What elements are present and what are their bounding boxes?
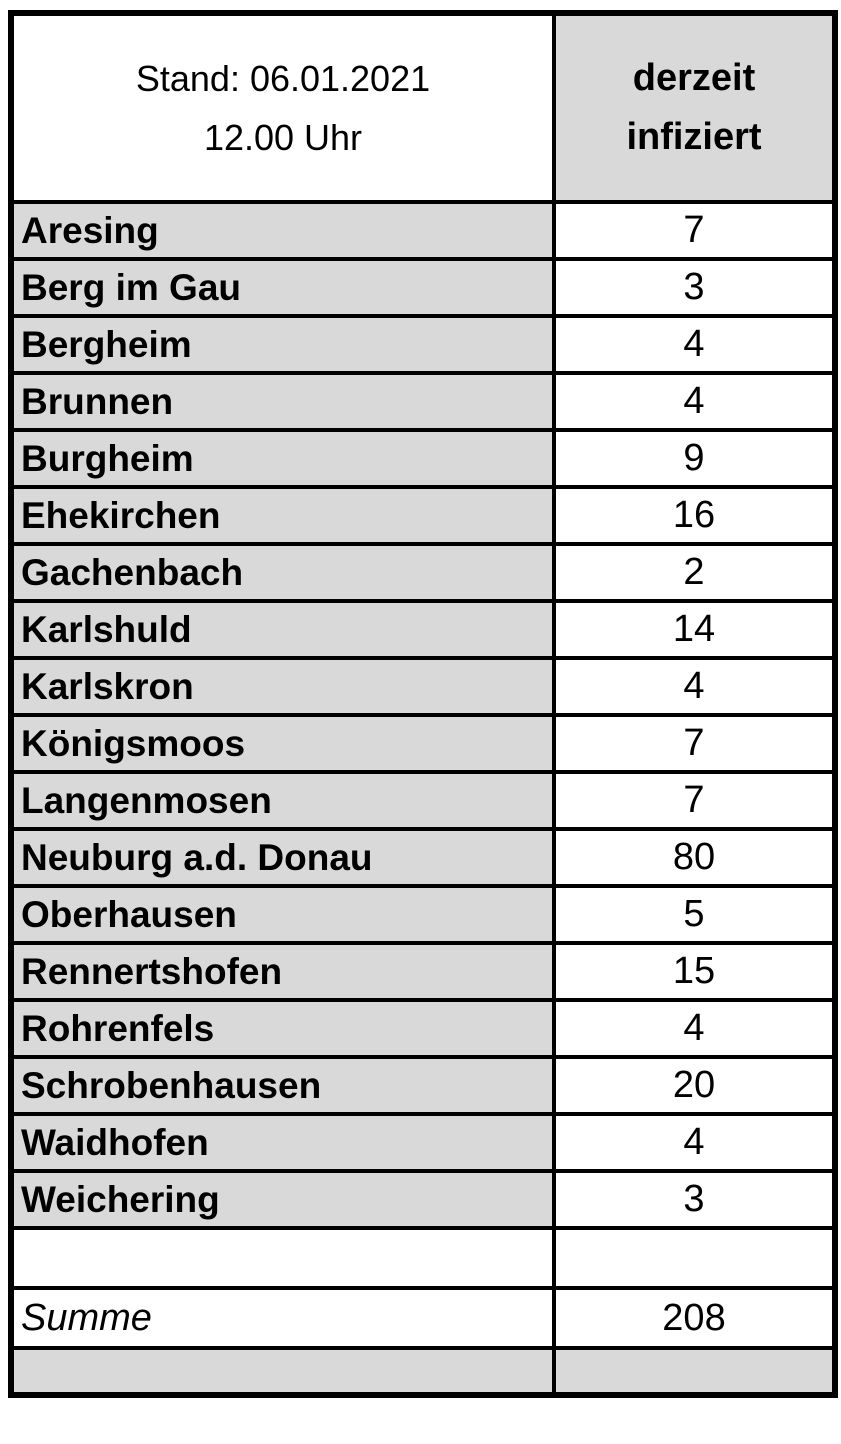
infected-count-cell: 3 (554, 259, 835, 316)
partial-name-cell (11, 1348, 554, 1395)
municipality-cell: Karlskron (11, 658, 554, 715)
infected-count-cell: 14 (554, 601, 835, 658)
municipality-cell: Berg im Gau (11, 259, 554, 316)
municipality-cell: Gachenbach (11, 544, 554, 601)
table-row (11, 1171, 835, 1228)
infected-count-cell: 9 (554, 430, 835, 487)
summary-label-cell: Summe (11, 1288, 554, 1348)
table-row (11, 829, 835, 886)
infected-count-cell: 3 (554, 1171, 835, 1228)
municipality-cell: Königsmoos (11, 715, 554, 772)
table-row (11, 544, 835, 601)
table-row (11, 1114, 835, 1171)
table-row (11, 1000, 835, 1057)
infected-count-cell: 20 (554, 1057, 835, 1114)
infected-count-cell: 7 (554, 202, 835, 259)
municipality-cell: Langenmosen (11, 772, 554, 829)
empty-name-cell (11, 1228, 554, 1288)
clipped-partial-row (11, 1348, 835, 1395)
infected-count-cell: 4 (554, 658, 835, 715)
municipality-cell: Weichering (11, 1171, 554, 1228)
infected-count-cell: 16 (554, 487, 835, 544)
infected-count-cell: 4 (554, 1114, 835, 1171)
table-header-row (11, 13, 835, 202)
header-infected-cell (554, 13, 835, 202)
municipality-cell: Bergheim (11, 316, 554, 373)
header-stand-cell (11, 13, 554, 202)
table-row (11, 202, 835, 259)
infected-count-cell: 7 (554, 772, 835, 829)
municipality-cell: Rennertshofen (11, 943, 554, 1000)
summary-row (11, 1288, 835, 1348)
infected-count-cell: 4 (554, 1000, 835, 1057)
empty-spacer-row (11, 1228, 835, 1288)
table-row (11, 259, 835, 316)
municipality-cell: Rohrenfels (11, 1000, 554, 1057)
municipality-cell: Aresing (11, 202, 554, 259)
infected-count-cell: 7 (554, 715, 835, 772)
municipality-cell: Schrobenhausen (11, 1057, 554, 1114)
table-row (11, 1057, 835, 1114)
infected-count-cell: 4 (554, 316, 835, 373)
municipality-cell: Burgheim (11, 430, 554, 487)
infected-header-line2: infiziert (626, 116, 762, 158)
stand-time-line: 12.00 Uhr (203, 117, 363, 158)
partial-value-cell (554, 1348, 835, 1395)
stand-date-line: Stand: 06.01.2021 (135, 57, 431, 99)
table-row (11, 886, 835, 943)
table-row (11, 373, 835, 430)
municipality-cell: Waidhofen (11, 1114, 554, 1171)
municipality-cell: Neuburg a.d. Donau (11, 829, 554, 886)
empty-value-cell (554, 1228, 835, 1288)
table-row (11, 658, 835, 715)
table-row (11, 487, 835, 544)
infected-count-cell: 5 (554, 886, 835, 943)
municipality-cell: Oberhausen (11, 886, 554, 943)
table-row (11, 430, 835, 487)
municipality-cell: Brunnen (11, 373, 554, 430)
summary-value-cell: 208 (554, 1288, 835, 1348)
infected-count-cell: 80 (554, 829, 835, 886)
infected-count-cell: 2 (554, 544, 835, 601)
municipality-cell: Karlshuld (11, 601, 554, 658)
infection-table (8, 10, 838, 1398)
table-row (11, 772, 835, 829)
table-row (11, 943, 835, 1000)
municipality-cell: Ehekirchen (11, 487, 554, 544)
infected-count-cell: 4 (554, 373, 835, 430)
infected-header-line1: derzeit (632, 57, 756, 100)
table-row (11, 316, 835, 373)
table-row (11, 601, 835, 658)
infected-count-cell: 15 (554, 943, 835, 1000)
table-row (11, 715, 835, 772)
